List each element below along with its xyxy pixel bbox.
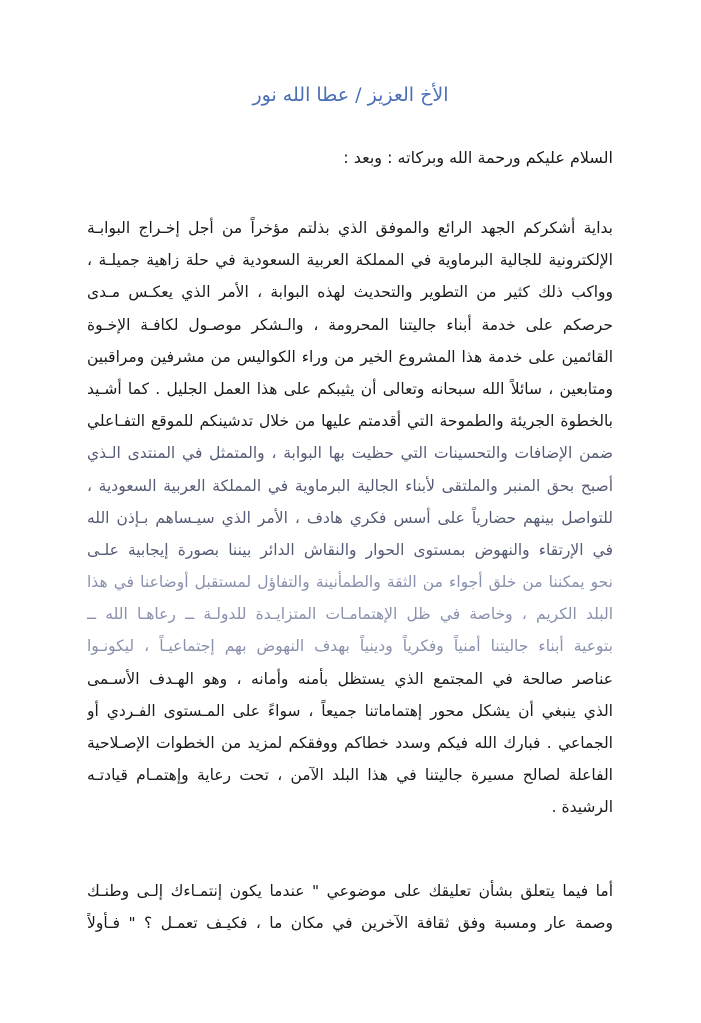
text-line: الفاعلة لصالح مسيرة جاليتنا في هذا البلد الآمن ، تحت رعاية وإهتمـام قيادتـه bbox=[87, 766, 613, 785]
paragraph-1 bbox=[87, 212, 613, 824]
text-line: بداية أشكركم الجهد الرائع والموفق الذي بذلتم مؤخراً من أجل إخـراج البوابـة bbox=[87, 219, 613, 237]
text-line: الجماعي . فبارك الله فيكم وسدد خطاكم ووفقكم لمزيد من الخطوات الإصـلاحية bbox=[87, 734, 613, 752]
text-line: للتواصل بينهم حضارياً على أسس فكري هادف ، الأمر الذي سيـساهم بـإذن الله bbox=[87, 508, 613, 527]
text-line: في الإرتقاء والنهوض بمستوى الحوار والنقاش الدائر بيننا بصورة إيجابية علـى bbox=[87, 540, 613, 559]
text-line: الإلكترونية للجالية البرماوية في المملكة العربية السعودية في حلة زاهية جميلـة ، bbox=[87, 251, 613, 270]
text-line: بالخطوة الجريئة والطموحة التي أقدمتم عليها من خلال تدشينكم للموقع التفـاعلي bbox=[87, 412, 613, 431]
text-line: وواكب ذلك كثير من التطوير والتحديث لهذه البوابة ، الأمر الذي يعكـس مـدى bbox=[87, 283, 613, 302]
text-line: البلد الكريم ، وخاصة في ظل الإهتمامـات المتزايـدة للدولـة ــ رعاهـا الله ــ bbox=[87, 605, 613, 624]
text-line: ومتابعين ، سائلاً الله سبحانه وتعالى أن يثيبكم على هذا العمل الجليل . كما أشـيد bbox=[87, 379, 613, 398]
letter-title: الأخ العزيز / عطا الله نور bbox=[252, 84, 449, 106]
paragraph-2 bbox=[87, 875, 613, 939]
text-line: الرشيدة . bbox=[551, 798, 613, 817]
text-line: الذي ينبغي أن يشكل محور إهتماماتنا جميعاً ، سواءً على المـستوى الفـردي أو bbox=[87, 701, 613, 720]
text-line: بتوعية أبناء جاليتنا أمنياً وفكرياً ودينياً بهدف النهوض بهم إجتماعيـاً ، ليكونـوا bbox=[87, 637, 613, 656]
text-line: القائمين على خدمة هذا المشروع الخير من وراء الكواليس من مشرفين ومراقبين bbox=[87, 347, 613, 366]
text-line: حرصكم على خدمة أبناء جاليتنا المحرومة ، والـشكر موصـول لكافـة الإخـوة bbox=[87, 315, 613, 334]
text-line: ضمن الإضافات والتحسينات التي حظيت بها البوابة ، والمتمثل في المنتدى الـذي bbox=[87, 444, 613, 463]
text-line: عناصر صالحة في المجتمع الذي يستظل بأمنه وأمانه ، وهو الهـدف الأسـمى bbox=[87, 669, 613, 688]
text-line: أما فيما يتعلق بشأن تعليقك على موضوعي " عندما يكون إنتمـاءك إلـى وطنـك bbox=[87, 882, 613, 900]
text-line: أصبح بحق المنبر والملتقى لأبناء الجالية البرماوية في المملكة العربية السعودية ، bbox=[87, 476, 613, 495]
text-line: وصمة عار ومسبة وفق ثقافة الآخرين في مكان ما ، فكيـف تعمـل ؟ " فـأولاً bbox=[87, 914, 613, 933]
greeting-line: السلام عليكم ورحمة الله وبركاته : وبعد : bbox=[343, 148, 613, 167]
text-line: نحو يمكننا من خلق أجواء من الثقة والطمأنينة والتفاؤل لمستقبل أوضاعنا في هذا bbox=[87, 573, 613, 592]
